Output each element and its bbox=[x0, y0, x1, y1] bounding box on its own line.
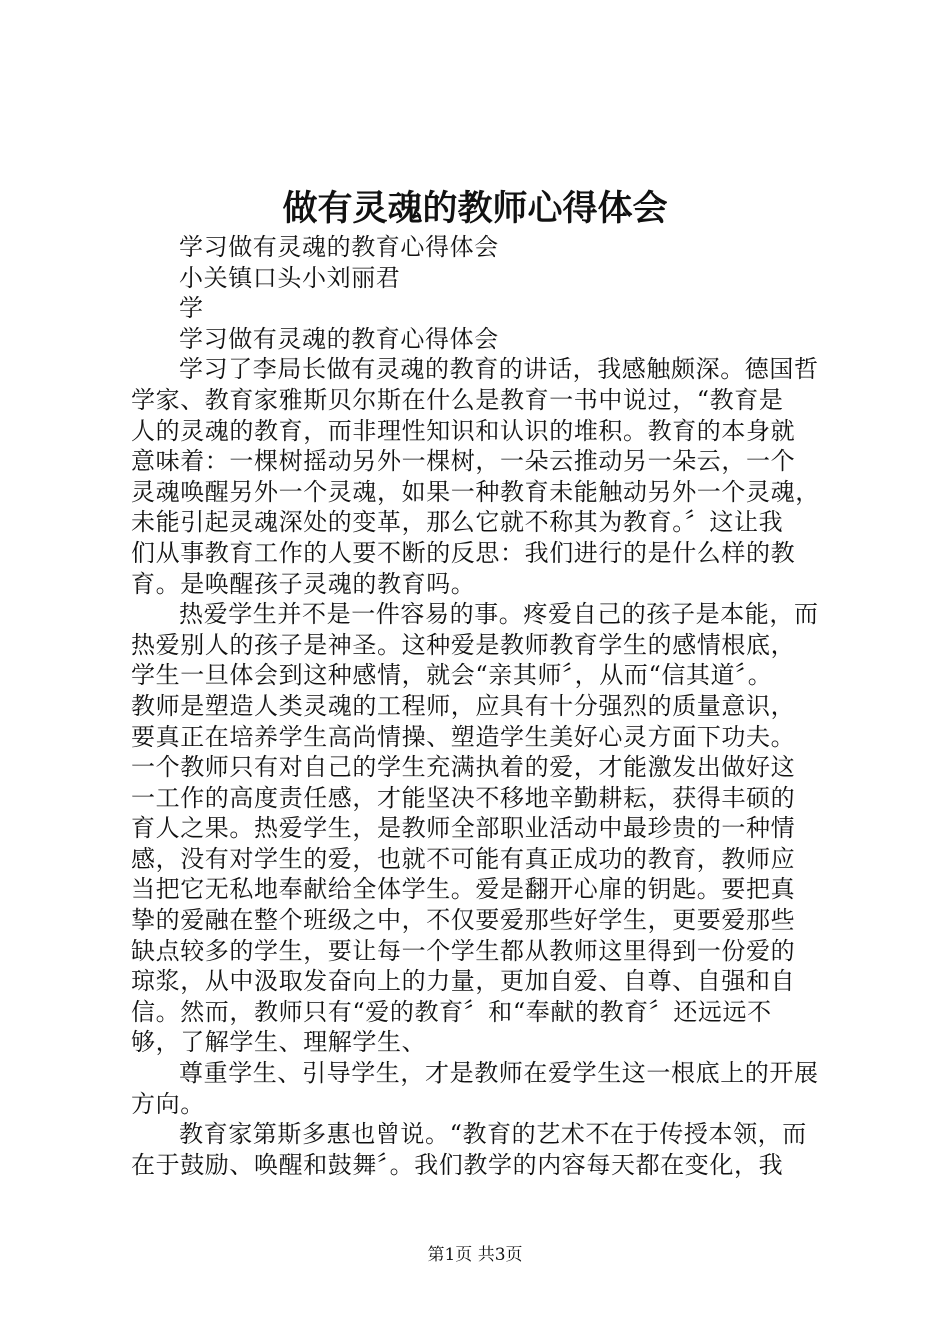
text-line: 小关镇口头小刘丽君 bbox=[179, 263, 401, 292]
text-line: 们从事教育工作的人要不断的反思：我们进行的是什么样的教 bbox=[131, 538, 796, 567]
text-line: 方向。 bbox=[131, 1089, 205, 1118]
text-line: 感，没有对学生的爱，也就不可能有真正成功的教育，教师应 bbox=[131, 844, 796, 873]
text-line: 一工作的高度责任感，才能坚决不移地辛勤耕耘，获得丰硕的 bbox=[131, 783, 796, 812]
text-line: 热爱学生并不是一件容易的事。疼爱自己的孩子是本能，而 bbox=[179, 600, 819, 629]
text-line: 挚的爱融在整个班级之中，不仅要爱那些好学生，更要爱那些 bbox=[131, 906, 796, 935]
text-line: 学习做有灵魂的教育心得体会 bbox=[179, 233, 499, 261]
page-title: 做有灵魂的教师心得体会 bbox=[282, 188, 668, 229]
text-line: 琼浆，从中汲取发奋向上的力量，更加自爱、自尊、自强和自 bbox=[131, 967, 796, 996]
text-line: 要真正在培养学生高尚情操、塑造学生美好心灵方面下功夫。 bbox=[131, 722, 796, 751]
text-line: 热爱别人的孩子是神圣。这种爱是教师教育学生的感情根底， bbox=[131, 630, 796, 659]
text-line: 学习了李局长做有灵魂的教育的讲话，我感触颇深。德国哲 bbox=[179, 355, 819, 384]
text-line: 学家、教育家雅斯贝尔斯在什么是教育一书中说过，“教育是 bbox=[131, 385, 784, 414]
text-line: 未能引起灵魂深处的变革，那么它就不称其为教育。〞这让我 bbox=[131, 508, 784, 537]
text-line: 人的灵魂的教育，而非理性知识和认识的堆积。教育的本身就 bbox=[131, 416, 796, 445]
text-line: 学习做有灵魂的教育心得体会 bbox=[179, 324, 499, 353]
text-line: 学生一旦体会到这种感情，就会“亲其师〞，从而“信其道〞。 bbox=[131, 661, 773, 690]
text-line: 教育家第斯多惠也曾说。“教育的艺术不在于传授本领，而 bbox=[179, 1120, 807, 1149]
text-line: 教师是塑造人类灵魂的工程师，应具有十分强烈的质量意识， bbox=[131, 691, 796, 720]
text-line: 够，了解学生、理解学生、 bbox=[131, 1028, 427, 1057]
text-line: 学 bbox=[179, 294, 204, 323]
text-line: 育人之果。热爱学生，是教师全部职业活动中最珍贵的一种情 bbox=[131, 814, 796, 843]
text-line: 缺点较多的学生，要让每一个学生都从教师这里得到一份爱的 bbox=[131, 936, 796, 965]
page-footer: 第1页 共3页 bbox=[427, 1245, 523, 1265]
text-line: 意味着：一棵树摇动另外一棵树，一朵云推动另一朵云，一个 bbox=[131, 447, 796, 476]
text-line: 当把它无私地奉献给全体学生。爱是翻开心扉的钥匙。要把真 bbox=[131, 875, 796, 904]
text-line: 在于鼓励、唤醒和鼓舞〞。我们教学的内容每天都在变化，我 bbox=[131, 1150, 784, 1179]
text-line: 一个教师只有对自己的学生充满执着的爱，才能激发出做好这 bbox=[131, 753, 796, 782]
text-line: 灵魂唤醒另外一个灵魂，如果一种教育未能触动另外一个灵魂， bbox=[131, 477, 820, 506]
text-line: 育。是唤醒孩子灵魂的教育吗。 bbox=[131, 569, 476, 598]
text-line: 信。然而，教师只有“爱的教育〞和“奉献的教育〞还远远不 bbox=[131, 997, 772, 1026]
body-text bbox=[131, 232, 851, 1180]
text-line: 尊重学生、引导学生，才是教师在爱学生这一根底上的开展 bbox=[179, 1059, 819, 1088]
